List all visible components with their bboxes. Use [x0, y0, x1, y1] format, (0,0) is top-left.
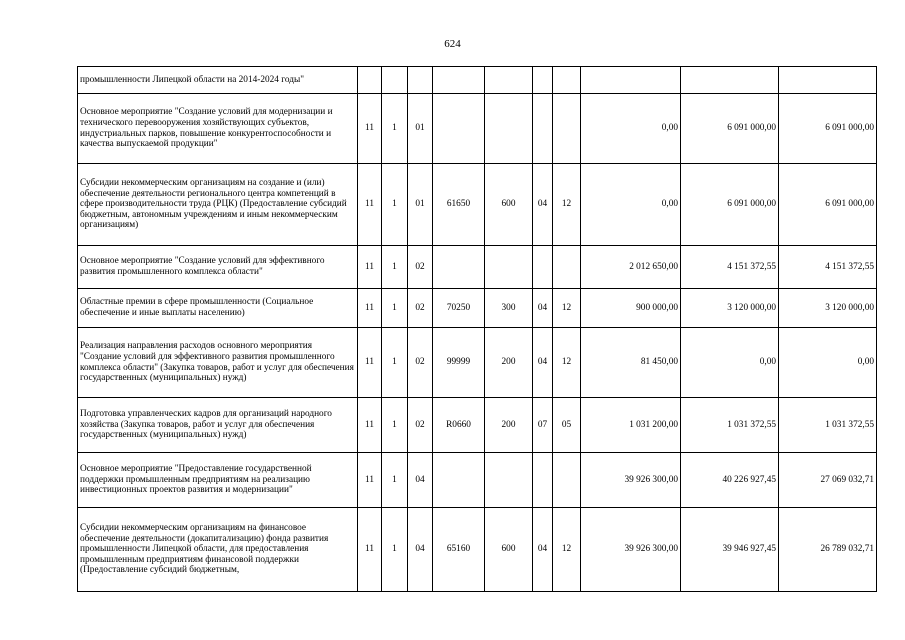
amount-year-1: 39 926 300,00: [581, 508, 681, 592]
program-code: 11: [358, 164, 382, 246]
program-code: 11: [358, 328, 382, 398]
expense-type-code: 600: [485, 164, 533, 246]
program-code: 11: [358, 453, 382, 508]
table-row: [78, 328, 877, 398]
amount-year-3: 4 151 372,55: [779, 246, 877, 289]
amount-year-1: [581, 67, 681, 94]
amount-year-3: 26 789 032,71: [779, 508, 877, 592]
table-row: [78, 67, 877, 94]
subsection-code: 12: [553, 508, 581, 592]
table-row: [78, 164, 877, 246]
expense-type-code: [485, 67, 533, 94]
event-code: 02: [408, 289, 433, 328]
expense-type-code: 200: [485, 398, 533, 453]
expense-type-code: 300: [485, 289, 533, 328]
section-code: [533, 94, 553, 164]
event-code: 04: [408, 508, 433, 592]
subprogram-code: 1: [382, 453, 408, 508]
section-code: [533, 246, 553, 289]
table-row: [78, 453, 877, 508]
program-code: [358, 67, 382, 94]
subsection-code: [553, 67, 581, 94]
section-code: 04: [533, 289, 553, 328]
row-description: Реализация направления расходов основного мероприятия "Создание условий для эффективного развития промышленного комплекса области" (Закупка товаров, работ и услуг для обеспечения государственных (муниципальных) нужд): [78, 328, 358, 398]
direction-code: R0660: [433, 398, 485, 453]
section-code: 04: [533, 328, 553, 398]
event-code: 02: [408, 398, 433, 453]
amount-year-2: [681, 67, 779, 94]
direction-code: 99999: [433, 328, 485, 398]
table-row: [78, 508, 877, 592]
amount-year-2: 39 946 927,45: [681, 508, 779, 592]
amount-year-2: 6 091 000,00: [681, 94, 779, 164]
expense-type-code: [485, 453, 533, 508]
section-code: 07: [533, 398, 553, 453]
table-row: [78, 289, 877, 328]
table-row: [78, 246, 877, 289]
amount-year-3: 3 120 000,00: [779, 289, 877, 328]
direction-code: [433, 453, 485, 508]
section-code: [533, 453, 553, 508]
direction-code: [433, 246, 485, 289]
expense-type-code: 600: [485, 508, 533, 592]
subprogram-code: 1: [382, 398, 408, 453]
program-code: 11: [358, 289, 382, 328]
amount-year-3: 27 069 032,71: [779, 453, 877, 508]
direction-code: [433, 94, 485, 164]
subsection-code: 12: [553, 289, 581, 328]
event-code: 01: [408, 94, 433, 164]
subprogram-code: 1: [382, 508, 408, 592]
amount-year-2: 1 031 372,55: [681, 398, 779, 453]
row-description: Областные премии в сфере промышленности (Социальное обеспечение и иные выплаты населению): [78, 289, 358, 328]
expense-type-code: [485, 94, 533, 164]
amount-year-3: 0,00: [779, 328, 877, 398]
amount-year-3: [779, 67, 877, 94]
subprogram-code: 1: [382, 328, 408, 398]
event-code: 02: [408, 328, 433, 398]
subsection-code: [553, 246, 581, 289]
event-code: 02: [408, 246, 433, 289]
row-description: Основное мероприятие "Создание условий для модернизации и технического перевооружения хозяйствующих субъектов, индустриальных парков, повышение конкурентоспособности и качества выпускаемой продукции": [78, 94, 358, 164]
subprogram-code: 1: [382, 289, 408, 328]
amount-year-1: 1 031 200,00: [581, 398, 681, 453]
row-description: Подготовка управленческих кадров для организаций народного хозяйства (Закупка товаров, работ и услуг для обеспечения государственных (муниципальных) нужд): [78, 398, 358, 453]
amount-year-3: 6 091 000,00: [779, 94, 877, 164]
amount-year-1: 0,00: [581, 94, 681, 164]
page-number: 624: [444, 38, 461, 50]
event-code: 04: [408, 453, 433, 508]
subprogram-code: 1: [382, 246, 408, 289]
amount-year-2: 40 226 927,45: [681, 453, 779, 508]
amount-year-2: 3 120 000,00: [681, 289, 779, 328]
amount-year-1: 39 926 300,00: [581, 453, 681, 508]
direction-code: 65160: [433, 508, 485, 592]
amount-year-2: 6 091 000,00: [681, 164, 779, 246]
amount-year-2: 0,00: [681, 328, 779, 398]
table-row: [78, 94, 877, 164]
subsection-code: [553, 94, 581, 164]
budget-table: [77, 66, 877, 592]
section-code: 04: [533, 164, 553, 246]
section-code: 04: [533, 508, 553, 592]
subsection-code: 12: [553, 328, 581, 398]
subsection-code: 12: [553, 164, 581, 246]
event-code: 01: [408, 164, 433, 246]
program-code: 11: [358, 508, 382, 592]
direction-code: 70250: [433, 289, 485, 328]
direction-code: 61650: [433, 164, 485, 246]
amount-year-3: 1 031 372,55: [779, 398, 877, 453]
row-description: Субсидии некоммерческим организациям на создание и (или) обеспечение деятельности регионального центра компетенций в сфере производительности труда (РЦК) (Предоставление субсидий бюджетным, автономным учреждениям и иным некоммерческим организациям): [78, 164, 358, 246]
program-code: 11: [358, 246, 382, 289]
subsection-code: 05: [553, 398, 581, 453]
row-description: Основное мероприятие "Создание условий для эффективного развития промышленного комплекса области": [78, 246, 358, 289]
expense-type-code: [485, 246, 533, 289]
table-row: [78, 398, 877, 453]
subsection-code: [553, 453, 581, 508]
event-code: [408, 67, 433, 94]
amount-year-3: 6 091 000,00: [779, 164, 877, 246]
amount-year-1: 2 012 650,00: [581, 246, 681, 289]
program-code: 11: [358, 94, 382, 164]
subprogram-code: 1: [382, 94, 408, 164]
row-description: промышленности Липецкой области на 2014-2024 годы": [78, 67, 358, 94]
row-description: Основное мероприятие "Предоставление государственной поддержки промышленным предприятиям на реализацию инвестиционных проектов развития и модернизации": [78, 453, 358, 508]
amount-year-1: 81 450,00: [581, 328, 681, 398]
expense-type-code: 200: [485, 328, 533, 398]
amount-year-2: 4 151 372,55: [681, 246, 779, 289]
program-code: 11: [358, 398, 382, 453]
section-code: [533, 67, 553, 94]
amount-year-1: 0,00: [581, 164, 681, 246]
subprogram-code: 1: [382, 164, 408, 246]
row-description: Субсидии некоммерческим организациям на финансовое обеспечение деятельности (докапитализацию) фонда развития промышленности Липецкой области, для предоставления промышленным предприятиям финансовой поддержки (Предоставление субсидий бюджетным,: [78, 508, 358, 592]
direction-code: [433, 67, 485, 94]
amount-year-1: 900 000,00: [581, 289, 681, 328]
subprogram-code: [382, 67, 408, 94]
